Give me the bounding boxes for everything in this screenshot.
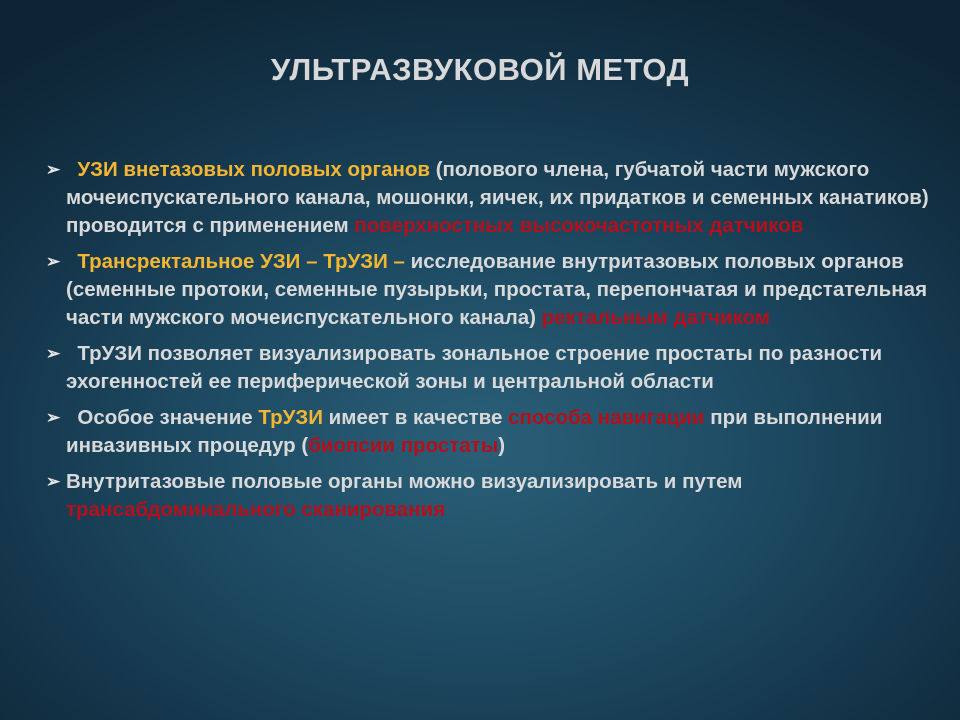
bullet-text: Внутритазовые половые органы можно визуализировать и путем [66,470,743,493]
bullet-text: ТрУЗИ позволяет визуализировать зональное строение простаты по разности эхогенностей ее периферической зоны и центральной области [66,342,883,393]
bullet-list [46,156,936,532]
bullet-item [46,404,936,460]
arrow-bullet-icon: ➢ [46,160,61,179]
slide-title: УЛЬТРАЗВУКОВОЙ МЕТОД [270,52,690,87]
bullet-text: исследование внутритазовых половых органов (семенные протоки, семенные пузырьки, простата, перепончатая и предстательная части мужского мочеиспускательного канала) [66,250,928,329]
highlighted-text: ректальным датчиком [541,306,771,329]
highlighted-text: УЗИ внетазовых половых органов [66,158,430,181]
bullet-text: ) [498,434,506,457]
highlighted-text: способа навигации [508,406,705,429]
bullet-text: Особое значение [66,406,259,429]
bullet-text: при выполнении инвазивных процедур ( [66,406,883,457]
highlighted-text: биопсии простаты [308,434,499,457]
highlighted-text: ТрУЗИ [258,406,323,429]
bullet-item [46,340,936,396]
bullet-item [46,156,936,240]
highlighted-text: Трансректальное УЗИ – ТрУЗИ – [66,250,405,273]
arrow-bullet-icon: ➢ [46,252,61,271]
bullet-item [46,468,936,524]
bullet-text: (полового члена, губчатой части мужского мочеиспускательного канала, мошонки, яичек, их придатков и семенных канатиков) проводится с применением [66,158,929,237]
arrow-bullet-icon: ➢ [46,408,61,427]
bullet-text: имеет в качестве [322,406,509,429]
highlighted-text: трансабдоминального сканирования [66,498,446,521]
arrow-bullet-icon: ➢ [46,344,61,363]
bullet-item [46,248,936,332]
arrow-bullet-icon: ➢ [46,472,61,491]
highlighted-text: поверхностных высокочастотных датчиков [354,214,804,237]
